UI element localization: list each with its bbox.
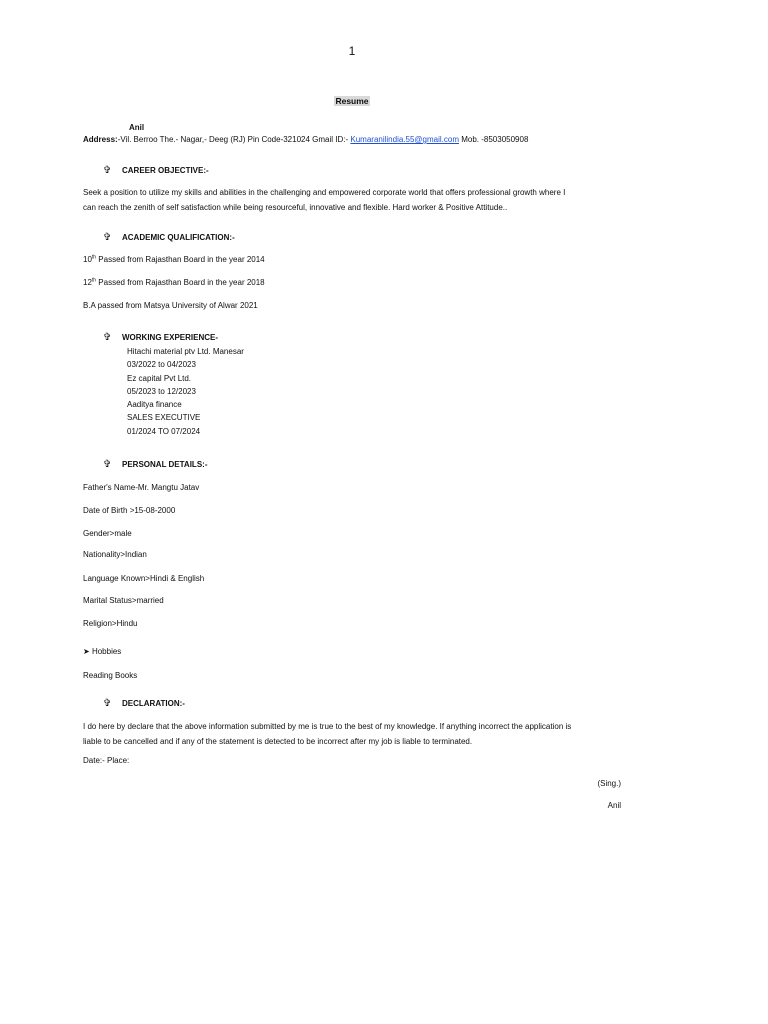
career-objective-title: CAREER OBJECTIVE:- bbox=[122, 166, 209, 175]
mobile-number: Mob. -8503050908 bbox=[459, 135, 529, 144]
experience-line: SALES EXECUTIVE bbox=[127, 413, 201, 423]
qualification-item: 10th Passed from Rajasthan Board in the year 2014 bbox=[83, 254, 265, 264]
cross-bullet-icon: ✞ bbox=[103, 698, 112, 709]
cross-bullet-icon: ✞ bbox=[103, 232, 112, 243]
career-objective-heading bbox=[103, 165, 209, 176]
page-number: 1 bbox=[348, 44, 356, 58]
marital-status: Marital Status>married bbox=[83, 596, 164, 605]
experience-title: WORKING EXPERIENCE- bbox=[122, 333, 219, 342]
declaration-title: DECLARATION:- bbox=[122, 699, 185, 708]
qualification-item: B.A passed from Matsya University of Alwar 2021 bbox=[83, 301, 258, 310]
address-label: Address: bbox=[83, 135, 118, 144]
academic-title: ACADEMIC QUALIFICATION:- bbox=[122, 233, 235, 242]
career-objective-line: Seek a position to utilize my skills and abilities in the challenging and empowered corporate world that offers professional growth where I bbox=[83, 188, 566, 197]
date-of-birth: Date of Birth >15-08-2000 bbox=[83, 506, 176, 515]
document-title-text: Resume bbox=[335, 96, 369, 106]
applicant-name: Anil bbox=[129, 123, 145, 132]
declaration-heading bbox=[103, 698, 185, 709]
arrow-bullet-icon: ➤ bbox=[83, 647, 90, 656]
signature-label: (Sing.) bbox=[597, 779, 621, 788]
email-link[interactable]: Kumaranilindia.55@gmail.com bbox=[350, 135, 459, 144]
declaration-line: I do here by declare that the above information submitted by me is true to the best of my knowledge. If anything incorrect the application is bbox=[83, 722, 572, 731]
address-line bbox=[83, 135, 528, 144]
declaration-text bbox=[83, 719, 623, 749]
date-place: Date:- Place: bbox=[83, 756, 130, 765]
religion: Religion>Hindu bbox=[83, 619, 138, 628]
languages-known: Language Known>Hindi & English bbox=[83, 574, 205, 583]
hobbies-heading bbox=[83, 647, 121, 656]
career-objective-line: can reach the zenith of self satisfaction while being resourceful, innovative and flexible. Hard worker & Positive Attitude.. bbox=[83, 203, 508, 212]
hobby-item: Reading Books bbox=[83, 671, 138, 680]
experience-line: Ez capital Pvt Ltd. bbox=[127, 373, 192, 383]
experience-line: 05/2023 to 12/2023 bbox=[127, 386, 196, 396]
qualification-item: 12th Passed from Rajasthan Board in the year 2018 bbox=[83, 277, 265, 287]
experience-line: 01/2024 TO 07/2024 bbox=[127, 426, 201, 436]
cross-bullet-icon: ✞ bbox=[103, 332, 112, 343]
address-text: -Vil. Berroo The.- Nagar,- Deeg (RJ) Pin Code-321024 Gmail ID:- bbox=[117, 135, 351, 144]
experience-heading bbox=[103, 332, 218, 343]
experience-line: Aaditya finance bbox=[127, 400, 182, 410]
signature-name: Anil bbox=[607, 801, 621, 810]
document-title bbox=[0, 96, 704, 106]
academic-heading bbox=[103, 232, 235, 243]
experience-list bbox=[127, 345, 244, 438]
personal-title: PERSONAL DETAILS:- bbox=[122, 460, 208, 469]
father-name: Father's Name-Mr. Mangtu Jatav bbox=[83, 483, 200, 492]
experience-line: Hitachi material ptv Ltd. Manesar bbox=[127, 347, 244, 356]
experience-line: 03/2022 to 04/2023 bbox=[127, 360, 196, 370]
declaration-line: liable to be cancelled and if any of the statement is detected to be incorrect after my job is liable to terminated. bbox=[83, 737, 473, 746]
personal-heading bbox=[103, 459, 207, 470]
nationality: Nationality>Indian bbox=[83, 550, 147, 559]
cross-bullet-icon: ✞ bbox=[103, 165, 112, 176]
gender: Gender>male bbox=[83, 529, 132, 538]
career-objective-text bbox=[83, 185, 623, 215]
cross-bullet-icon: ✞ bbox=[103, 459, 112, 470]
hobbies-title: Hobbies bbox=[91, 647, 122, 656]
